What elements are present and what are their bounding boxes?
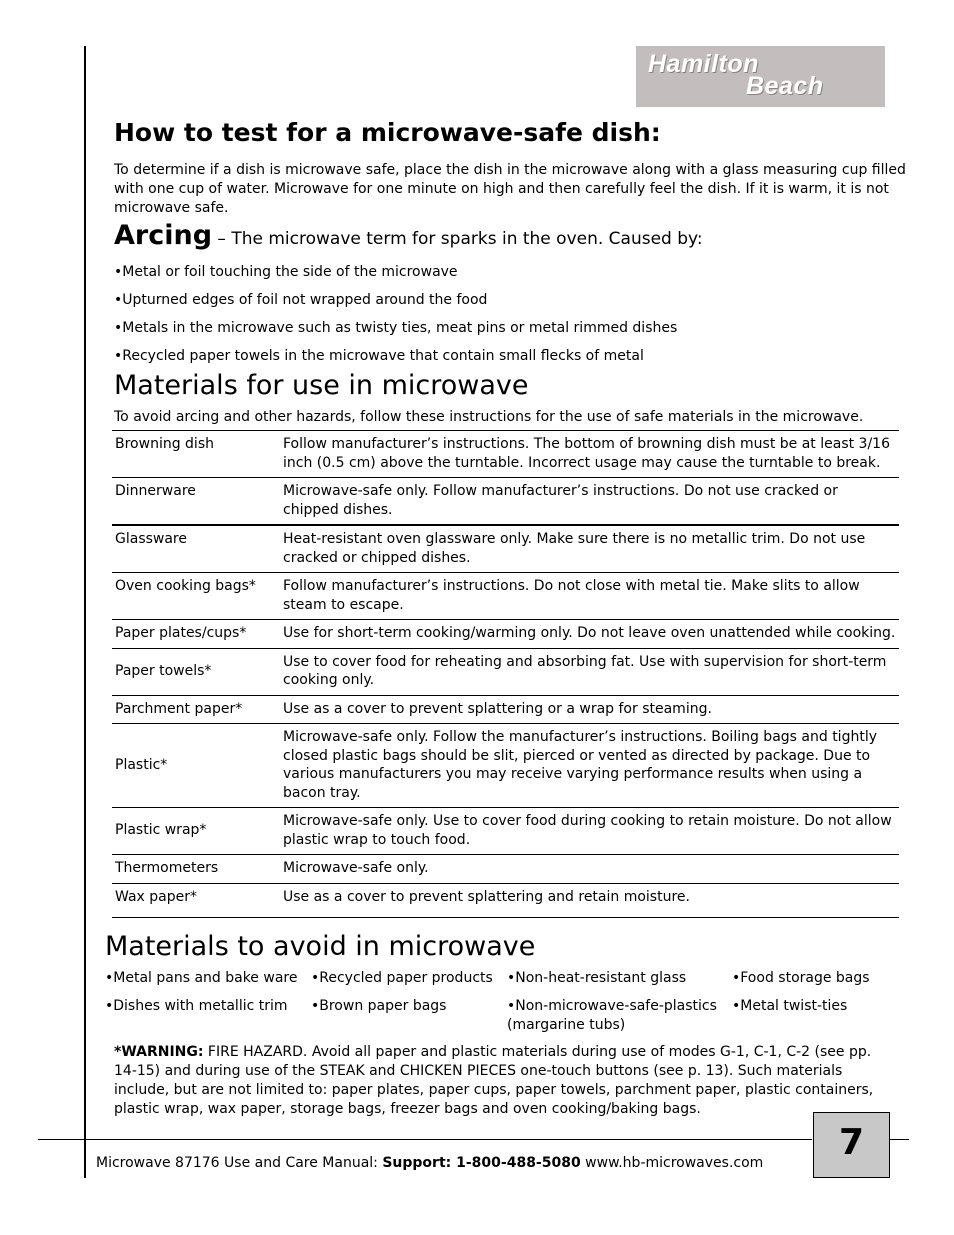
material-name: Wax paper* [112, 883, 280, 918]
table-row [112, 724, 899, 808]
avoid-item: •Non-heat-resistant glass [507, 970, 687, 986]
avoid-item: •Brown paper bags [311, 998, 447, 1014]
page-number: 7 [813, 1112, 890, 1178]
fire-hazard-warning [114, 1043, 884, 1119]
table-row [112, 573, 899, 620]
arcing-heading [114, 220, 703, 251]
material-instructions: Heat-resistant oven glassware only. Make sure there is no metallic trim. Do not use cracked or chipped dishes. [280, 525, 899, 573]
arcing-bullet: •Upturned edges of foil not wrapped around the food [114, 292, 488, 308]
table-row [112, 525, 899, 573]
materials-avoid-title: Materials to avoid in microwave [105, 931, 536, 962]
footer [96, 1155, 763, 1171]
material-name: Parchment paper* [112, 695, 280, 724]
material-instructions: Microwave-safe only. Follow the manufacturer’s instructions. Boiling bags and tightly closed plastic bags should be slit, pierced or vented as directed by package. Due to various manufacturers you may receive varying performance results when using a bacon tray. [280, 724, 899, 808]
avoid-item: •Metal twist-ties [732, 998, 848, 1014]
avoid-item: •Food storage bags [732, 970, 870, 986]
materials-use-intro: To avoid arcing and other hazards, follow these instructions for the use of safe materials in the microwave. [114, 409, 864, 425]
table-row [112, 431, 899, 478]
table-row [112, 883, 899, 918]
material-instructions: Use for short-term cooking/warming only. Do not leave oven unattended while cooking. [280, 620, 899, 649]
left-margin-rule [84, 46, 86, 1178]
footer-manual: Microwave 87176 Use and Care Manual: [96, 1155, 383, 1171]
footer-rule [889, 1139, 909, 1140]
material-instructions: Microwave-safe only. [280, 855, 899, 884]
hamilton-beach-logo: Hamilton Beach [636, 46, 885, 107]
arcing-bullet: •Metal or foil touching the side of the microwave [114, 264, 458, 280]
avoid-item: •Recycled paper products [311, 970, 493, 986]
material-instructions: Follow manufacturer’s instructions. Do not close with metal tie. Make slits to allow steam to escape. [280, 573, 899, 620]
material-instructions: Microwave-safe only. Follow manufacturer’s instructions. Do not use cracked or chipped dishes. [280, 478, 899, 526]
warning-label: *WARNING: [114, 1044, 204, 1060]
material-name: Thermometers [112, 855, 280, 884]
material-instructions: Use as a cover to prevent splattering or a wrap for steaming. [280, 695, 899, 724]
avoid-item: •Non-microwave-safe-plastics [507, 998, 717, 1014]
materials-table [112, 430, 899, 918]
test-section-line: with one cup of water. Microwave for one minute on high and then carefully feel the dish. If it is warm, it is not [114, 181, 889, 197]
materials-use-title: Materials for use in microwave [114, 370, 529, 401]
table-row [112, 855, 899, 884]
material-name: Plastic* [112, 724, 280, 808]
avoid-item-note: (margarine tubs) [507, 1017, 626, 1033]
material-instructions: Microwave-safe only. Use to cover food during cooking to retain moisture. Do not allow plastic wrap to touch food. [280, 808, 899, 855]
test-section-title: How to test for a microwave-safe dish: [114, 118, 661, 147]
table-row [112, 620, 899, 649]
table-row [112, 695, 899, 724]
arcing-bullet: •Recycled paper towels in the microwave that contain small flecks of metal [114, 348, 644, 364]
footer-website: www.hb-microwaves.com [580, 1155, 764, 1171]
table-row [112, 648, 899, 695]
avoid-item: •Metal pans and bake ware [105, 970, 298, 986]
table-row [112, 808, 899, 855]
footer-rule [38, 1139, 812, 1140]
warning-text: FIRE HAZARD. Avoid all paper and plastic materials during use of modes G-1, C-1, C-2 (see pp. 14-15) and during use of the STEAK and CHICKEN PIECES one-touch buttons (see p. 13). Such materials include, but are not limited to: paper plates, paper cups, paper towels, parchment paper, plastic containers, plastic wrap, wax paper, storage bags, freezer bags and oven cooking/baking bags. [114, 1044, 874, 1117]
material-name: Paper plates/cups* [112, 620, 280, 649]
test-section-line: To determine if a dish is microwave safe, place the dish in the microwave along with a glass measuring cup filled [114, 162, 906, 178]
material-name: Dinnerware [112, 478, 280, 526]
material-instructions: Follow manufacturer’s instructions. The bottom of browning dish must be at least 3/16 inch (0.5 cm) above the turntable. Incorrect usage may cause the turntable to break. [280, 431, 899, 478]
material-instructions: Use as a cover to prevent splattering and retain moisture. [280, 883, 899, 918]
material-name: Glassware [112, 525, 280, 573]
material-name: Oven cooking bags* [112, 573, 280, 620]
arcing-title: Arcing [114, 220, 213, 251]
avoid-item: •Dishes with metallic trim [105, 998, 288, 1014]
footer-support: Support: 1-800-488-5080 [382, 1155, 581, 1171]
material-instructions: Use to cover food for reheating and absorbing fat. Use with supervision for short-term cooking only. [280, 648, 899, 695]
arcing-subtitle: – The microwave term for sparks in the oven. Caused by: [212, 229, 703, 249]
test-section-line: microwave safe. [114, 200, 229, 216]
material-name: Browning dish [112, 431, 280, 478]
arcing-bullet: •Metals in the microwave such as twisty ties, meat pins or metal rimmed dishes [114, 320, 678, 336]
table-row [112, 478, 899, 526]
material-name: Paper towels* [112, 648, 280, 695]
material-name: Plastic wrap* [112, 808, 280, 855]
